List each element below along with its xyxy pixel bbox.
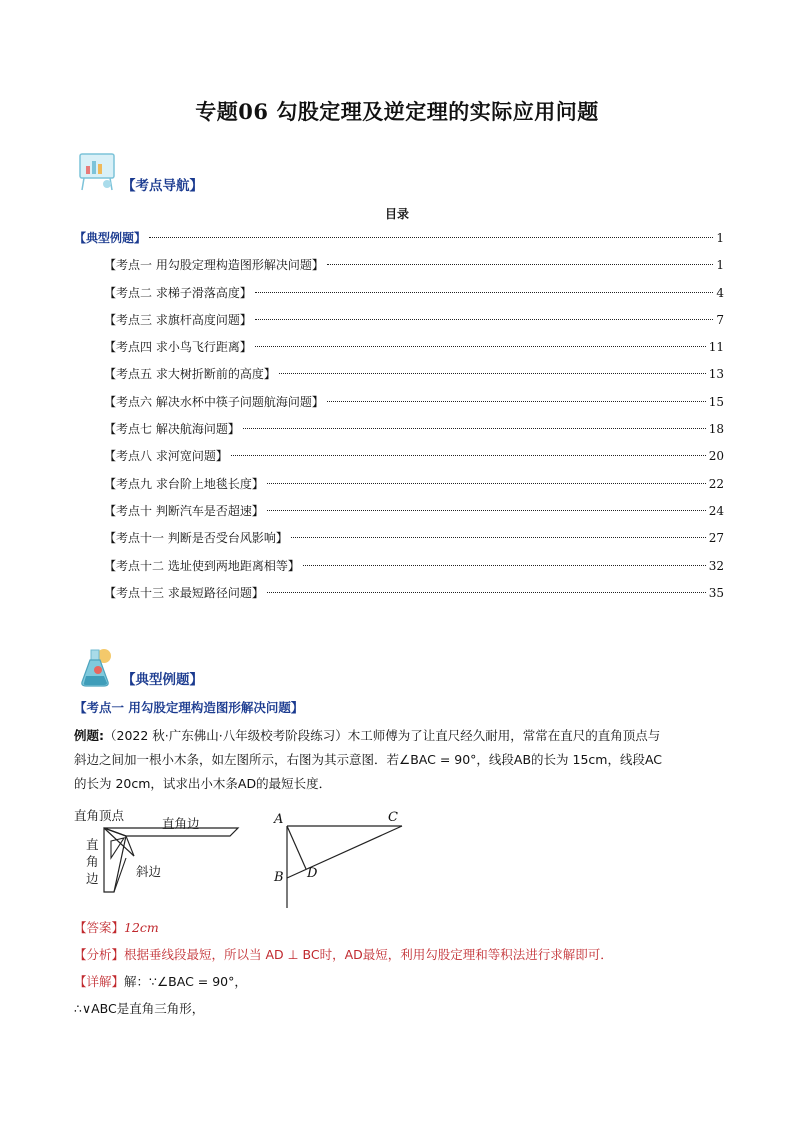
toc-entry[interactable] <box>74 310 724 337</box>
analysis-line <box>74 943 724 967</box>
example-text <box>74 724 724 796</box>
toc-entry[interactable] <box>74 364 724 391</box>
toc-entry-label: 【考点九 求台阶上地毯长度】 <box>104 476 264 491</box>
toc-entry-label: 【考点十一 判断是否受台风影响】 <box>104 531 288 546</box>
toc-leader-dots <box>267 510 706 511</box>
toc-entry-page: 32 <box>708 558 724 573</box>
toc-leader-dots <box>149 237 713 238</box>
toc-entry-page: 13 <box>708 367 724 382</box>
example-line-1: （2022 秋·广东佛山·八年级校考阶段练习）木工师傅为了让直尺经久耐用，常常在直尺的直角顶点与 <box>104 728 661 743</box>
point-a: A <box>274 812 284 827</box>
toc-entry-page: 1 <box>716 231 724 245</box>
label-hypotenuse: 斜边 <box>136 864 162 879</box>
toc-entry-label: 【考点十二 选址使到两地距离相等】 <box>104 558 300 573</box>
toc-leader-dots <box>255 319 714 320</box>
toc-leader-dots <box>231 455 706 456</box>
toc-entry-page: 20 <box>708 449 724 464</box>
toc-title: 目录 <box>384 207 409 221</box>
toc-entry-page: 24 <box>708 503 724 518</box>
nav-heading-label: 【考点导航】 <box>122 178 203 194</box>
toc-entry-page: 22 <box>708 476 724 491</box>
toc-entry[interactable] <box>74 474 724 501</box>
toc-entry-page: 11 <box>708 340 724 355</box>
toc-entry-label: 【考点一 用勾股定理构造图形解决问题】 <box>104 258 324 273</box>
toc-entry[interactable] <box>74 583 724 610</box>
toc-entry-label: 【考点三 求旗杆高度问题】 <box>104 312 252 327</box>
nav-heading <box>74 150 203 196</box>
examples-heading-label: 【典型例题】 <box>122 672 203 688</box>
toc-leader-dots <box>327 264 714 265</box>
toc-entry[interactable] <box>74 228 724 255</box>
detail-label: 【详解】 <box>74 974 125 989</box>
toc-entry-page: 7 <box>716 312 724 327</box>
kaodian-title: 【考点一 用勾股定理构造图形解决问题】 <box>74 700 304 715</box>
toc-entry-page: 1 <box>716 258 724 273</box>
toc-entry-label: 【典型例题】 <box>74 231 147 245</box>
page-title: 专题06 勾股定理及逆定理的实际应用问题 <box>195 99 599 124</box>
toc-entry-label: 【考点十 判断汽车是否超速】 <box>104 503 264 518</box>
toc-leader-dots <box>267 592 706 593</box>
answer-line <box>74 916 724 940</box>
answer-label: 【答案】 <box>74 920 125 935</box>
toc-entry-page: 35 <box>708 585 724 600</box>
toc-entry-label: 【考点六 解决水杯中筷子问题航海问题】 <box>104 394 324 409</box>
answer-value: 12cm <box>124 920 159 935</box>
toc-entry[interactable] <box>74 255 724 282</box>
example-line-2: 斜边之间加一根小木条，如左图所示，右图为其示意图．若∠BAC = 90°，线段AB的长为 15cm，线段AC <box>74 752 663 767</box>
examples-heading <box>74 644 203 690</box>
detail-line-2: ∴∨ABC是直角三角形， <box>74 1001 205 1016</box>
toc-entry-label: 【考点八 求河宽问题】 <box>104 449 228 464</box>
label-leg-top: 直角边 <box>162 816 200 831</box>
classroom-icon <box>74 150 120 196</box>
point-c: C <box>388 810 398 825</box>
toc-leader-dots <box>279 373 706 374</box>
toc-entry-page: 15 <box>708 394 724 409</box>
table-of-contents <box>74 228 724 610</box>
toc-entry-label: 【考点七 解决航海问题】 <box>104 422 240 437</box>
triangle-figure <box>270 812 410 912</box>
toc-entry[interactable] <box>74 446 724 473</box>
point-d: D <box>307 866 318 881</box>
toc-leader-dots <box>291 537 706 538</box>
toc-entry[interactable] <box>74 337 724 364</box>
toc-entry-page: 27 <box>708 531 724 546</box>
toc-entry[interactable] <box>74 419 724 446</box>
point-b: B <box>274 870 284 885</box>
toc-entry[interactable] <box>74 283 724 310</box>
analysis-text: 根据垂线段最短，所以当 AD ⊥ BC时，AD最短，利用勾股定理和等积法进行求解即可． <box>124 947 613 962</box>
toc-leader-dots <box>255 346 706 347</box>
flask-icon <box>74 644 120 690</box>
toc-entry[interactable] <box>74 528 724 555</box>
toc-leader-dots <box>327 401 706 402</box>
toc-leader-dots <box>243 428 706 429</box>
label-right-angle-vertex: 直角顶点 <box>74 808 125 823</box>
detail-text-1: 解：∵∠BAC = 90°， <box>124 974 247 989</box>
toc-entry-label: 【考点五 求大树折断前的高度】 <box>104 367 276 382</box>
toc-leader-dots <box>255 292 714 293</box>
toc-leader-dots <box>303 565 706 566</box>
label-leg-side: 直 角 边 <box>86 837 99 886</box>
toc-entry[interactable] <box>74 392 724 419</box>
toc-entry-label: 【考点十三 求最短路径问题】 <box>104 585 264 600</box>
toc-entry-page: 4 <box>716 285 724 300</box>
example-line-3: 的长为 20cm，试求出小木条AD的最短长度． <box>74 776 332 791</box>
detail-line-1 <box>74 970 724 994</box>
toc-entry[interactable] <box>74 501 724 528</box>
toc-entry-label: 【考点二 求梯子滑落高度】 <box>104 285 252 300</box>
example-prefix: 例题: <box>74 728 104 743</box>
toc-entry[interactable] <box>74 556 724 583</box>
toc-entry-page: 18 <box>708 422 724 437</box>
toc-leader-dots <box>267 483 706 484</box>
toc-entry-label: 【考点四 求小鸟飞行距离】 <box>104 340 252 355</box>
analysis-label: 【分析】 <box>74 947 125 962</box>
